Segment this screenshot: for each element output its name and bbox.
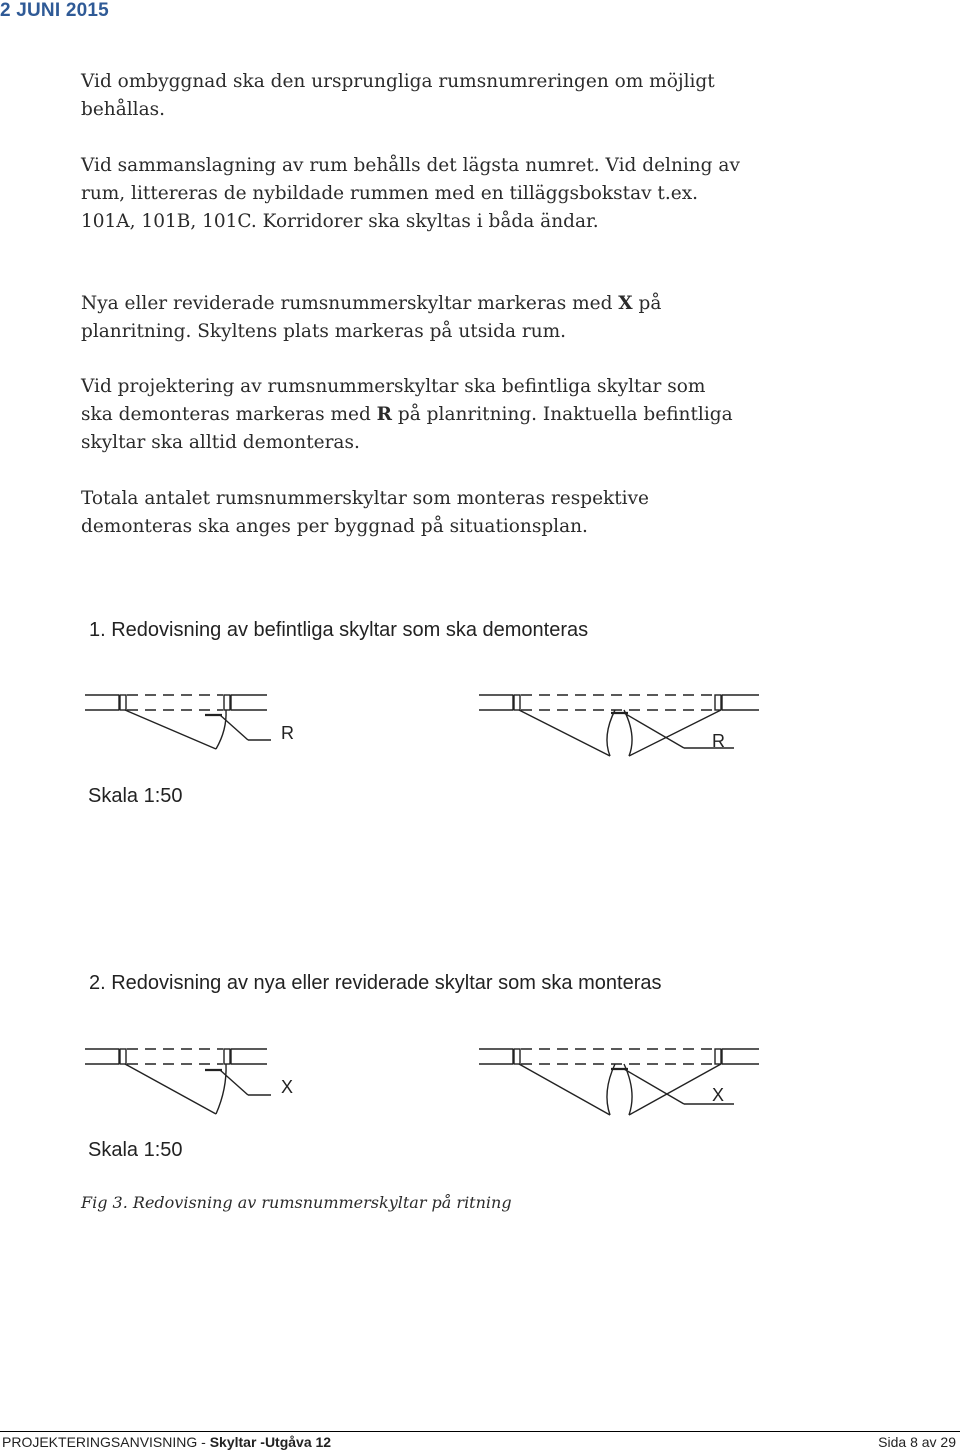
paragraph-new-signs-c: på planritning. Skyltens plats markeras på utsida rum.: [81, 293, 662, 342]
footer-document-title: [2, 1434, 331, 1450]
paragraph-existing-signs-c: på planritning. Inaktuella befintliga skyltar ska alltid demonteras.: [81, 404, 733, 453]
paragraph-new-signs-a: Nya eller reviderade rumsnummerskyltar markeras med: [81, 293, 619, 314]
footer-doc-name: Skyltar -Utgåva 12: [209, 1434, 332, 1450]
paragraph-renovation: Vid ombyggnad ska den ursprungliga rumsnumreringen om möjligt behållas.: [81, 71, 715, 120]
section-1-scale: Skala 1:50: [88, 785, 183, 807]
section-2-scale: Skala 1:50: [88, 1139, 183, 1161]
marker-r-bold: R: [376, 404, 393, 425]
door-drawing-2-left: [85, 1044, 275, 1124]
paragraph-merging-rooms: Vid sammanslagning av rum behålls det lägsta numret. Vid delning av rum, littereras de nybildade rummen med en tilläggsbokstav t.ex. 101A, 101B, 101C. Korridorer ska skyltas i båda ändar.: [81, 155, 740, 232]
footer-doc-type: PROJEKTERINGSANVISNING -: [2, 1434, 210, 1450]
marker-label-x-right: X: [712, 1085, 725, 1105]
marker-x-bold: X: [618, 293, 633, 314]
marker-label-x-left: X: [281, 1077, 294, 1097]
footer-page-number: Sida 8 av 29: [878, 1434, 956, 1450]
marker-label-r-right: R: [712, 731, 725, 751]
paragraph-existing-signs: [81, 373, 741, 457]
section-1-heading: 1. Redovisning av befintliga skyltar som ska demonteras: [89, 619, 589, 641]
paragraph-total-count: Totala antalet rumsnummerskyltar som monteras respektive demonteras ska anges per byggnad på situationsplan.: [81, 488, 649, 537]
section-2-heading: 2. Redovisning av nya eller reviderade skyltar som ska monteras: [89, 972, 662, 994]
marker-label-r-left: R: [281, 723, 294, 743]
header-date: 2 JUNI 2015: [0, 0, 109, 21]
door-drawing-2-right: [479, 1044, 769, 1124]
paragraph-new-signs: [81, 290, 741, 346]
figure-caption: Fig 3. Redovisning av rumsnummerskyltar på ritning: [81, 1193, 512, 1212]
door-drawing-1-left: [85, 690, 275, 770]
door-drawing-1-right: [479, 690, 769, 770]
footer-divider: [0, 1431, 960, 1432]
paragraph-existing-signs-a: Vid projektering av rumsnummerskyltar ska befintliga skyltar som ska demonteras markeras med: [81, 376, 706, 425]
